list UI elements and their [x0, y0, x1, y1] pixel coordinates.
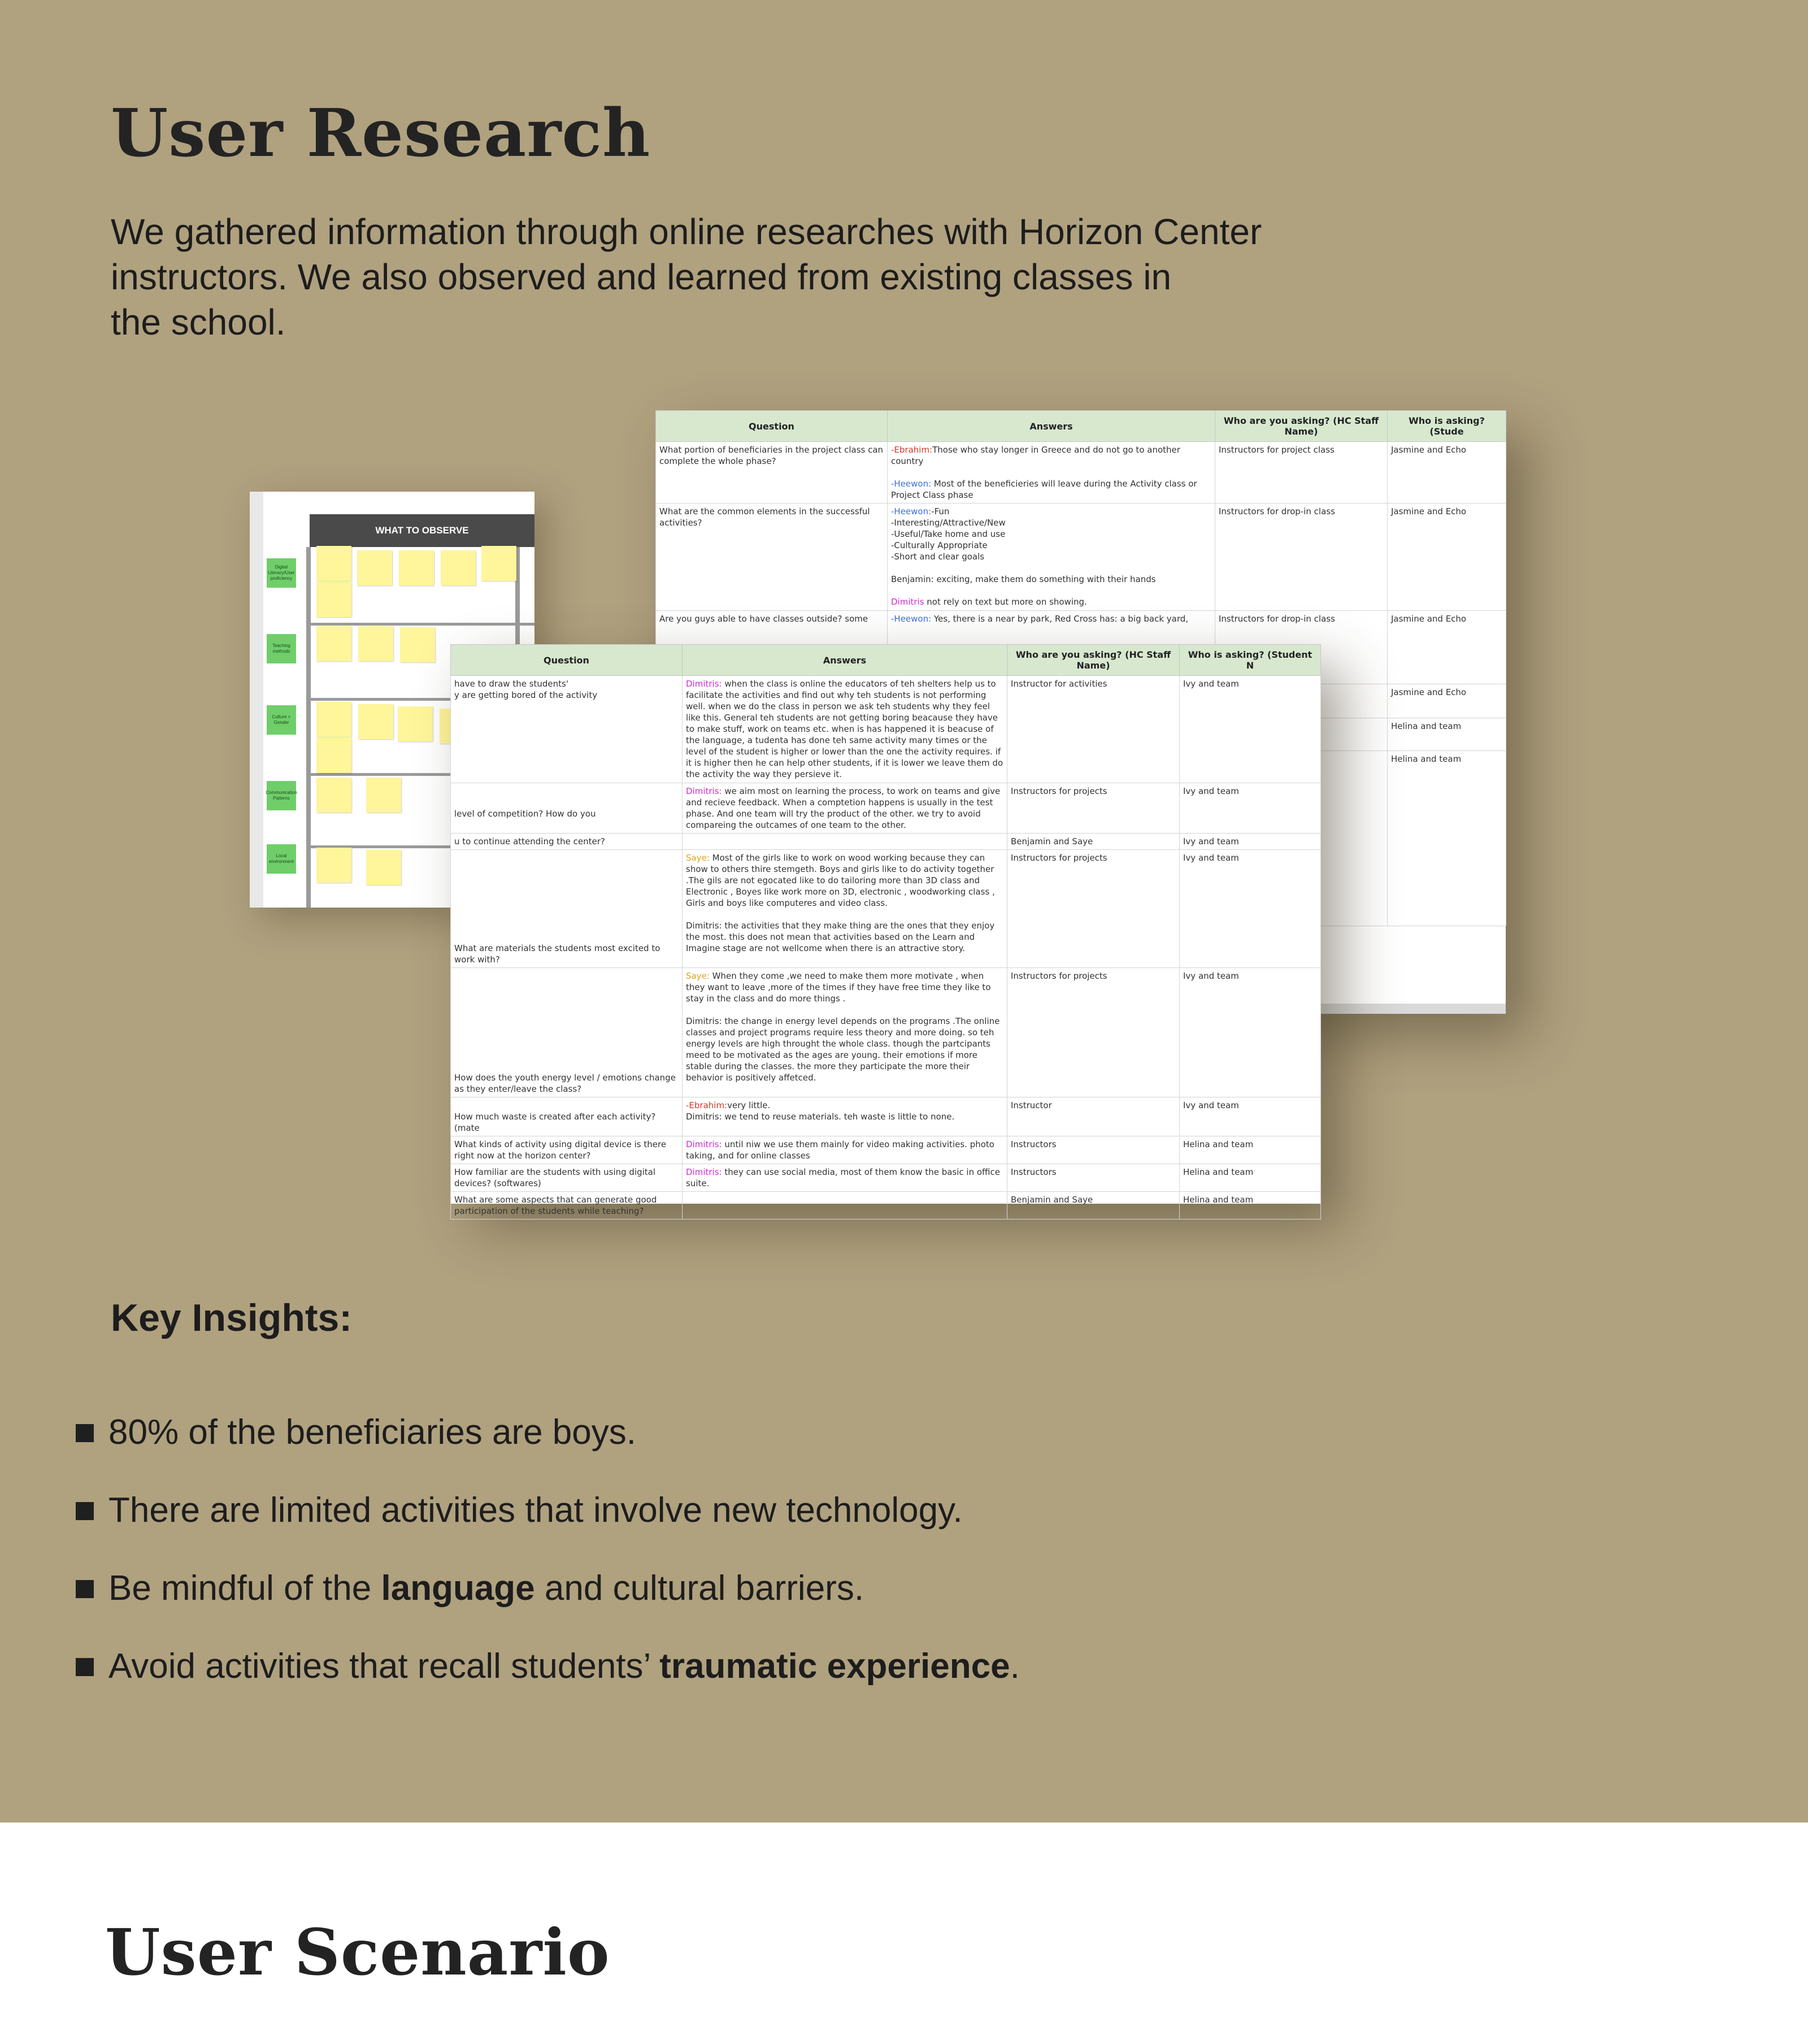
question-cell: What are the common elements in the successful activities? [656, 504, 888, 611]
sticky-note [357, 550, 392, 585]
asker-cell: Ivy and team [1180, 1097, 1321, 1136]
answer-text: Yes, there is a near by park, Red Cross has: a big back yard, [931, 614, 1189, 624]
respondent-name: Dimitris [891, 597, 924, 607]
asker-cell: Jasmine and Echo [1388, 504, 1506, 611]
intro-line: the school. [111, 302, 286, 342]
answer-text: when the class is online the educators of teh shelters help us to facilitate the activities and find out why teh students is not performing well. when we do the class in person we ask teh students why they feel like this. General teh students are not getting boring beacause they have to make stuff, work on teams etc. when is has happened it is beacuse of the language, a tudenta has done teh same activity many times or the level of the student is higher or lower than the one the activity requires. if it is higher then he can help other students, if it is lower we leave them do the activity the way they persieve it. [686, 679, 1003, 779]
staff-cell: Instructors [1007, 1136, 1180, 1164]
square-bullet-icon [76, 1580, 94, 1598]
sticky-note [316, 546, 351, 581]
answer-cell [683, 1097, 1007, 1136]
staff-cell: Instructor [1007, 1097, 1180, 1136]
board-divider [308, 623, 534, 626]
table-row [451, 1136, 1321, 1164]
question-cell: level of competition? How do you [451, 783, 683, 834]
square-bullet-icon [76, 1424, 94, 1442]
category-note: Communication Patterns [267, 781, 296, 810]
asker-cell: Helina and team [1388, 751, 1506, 926]
intro-paragraph [111, 209, 1297, 345]
asker-cell: Jasmine and Echo [1388, 684, 1506, 718]
square-bullet-icon [76, 1502, 94, 1520]
key-insights-title: Key Insights: [111, 1296, 352, 1339]
insight-text: Avoid activities that recall students’ traumatic experience. [108, 1647, 1020, 1686]
asker-cell: Helina and team [1388, 718, 1506, 751]
question-cell: How familiar are the students with using digital devices? (softwares) [451, 1164, 683, 1192]
asker-cell: Helina and team [1180, 1136, 1321, 1164]
insight-text: 80% of the beneficiaries are boys. [108, 1413, 636, 1452]
section-title: User Scenario [105, 1916, 610, 1990]
table-row [656, 504, 1506, 611]
staff-cell: Instructors for project class [1215, 442, 1388, 504]
board-edge [250, 492, 263, 908]
asker-cell: Ivy and team [1180, 850, 1321, 968]
staff-cell: Instructors for projects [1007, 850, 1180, 968]
respondent-name: Dimitris: [686, 1139, 722, 1149]
question-cell: What portion of beneficiaries in the project class can complete the whole phase? [656, 442, 888, 504]
intro-line: instructors. We also observed and learned from existing classes in [111, 257, 1172, 297]
sticky-note [366, 778, 401, 813]
answer-cell [683, 783, 1007, 834]
column-header: Who are you asking? (HC Staff Name) [1007, 645, 1180, 676]
question-cell: Are you guys able to have classes outside? some [656, 611, 888, 684]
answer-text: they can use social media, most of them know the basic in office suite. [686, 1167, 1001, 1188]
answer-cell [683, 1136, 1007, 1164]
column-header: Who are you asking? (HC Staff Name) [1215, 411, 1388, 442]
staff-cell: Instructor for activities [1007, 676, 1180, 783]
sticky-note [441, 550, 476, 585]
column-header: Question [451, 645, 683, 676]
asker-cell: Ivy and team [1180, 676, 1321, 783]
table-row [451, 1164, 1321, 1192]
asker-cell: Ivy and team [1180, 968, 1321, 1097]
sticky-note [366, 850, 401, 885]
sticky-note [316, 582, 351, 617]
question-cell: How much waste is created after each activity? (mate [451, 1097, 683, 1136]
board-divider [306, 547, 311, 908]
question-cell: have to draw the students' y are getting bored of the activity [451, 676, 683, 783]
sticky-note [316, 626, 351, 661]
asker-cell: Ivy and team [1180, 783, 1321, 834]
answer-cell [888, 504, 1215, 611]
answer-cell [683, 676, 1007, 783]
table-row [656, 442, 1506, 504]
sticky-note [398, 706, 433, 741]
table-row [451, 1097, 1321, 1136]
table-row [451, 1192, 1321, 1220]
page-title: User Research [111, 95, 651, 172]
answer-text: very little. Dimitris: we tend to reuse materials. teh waste is little to none. [686, 1100, 955, 1122]
sticky-note [316, 738, 351, 773]
answer-cell [888, 442, 1215, 504]
respondent-name: Saye: [686, 853, 710, 863]
answer-cell [683, 1192, 1007, 1220]
staff-cell: Instructors for projects [1007, 783, 1180, 834]
sticky-note [400, 627, 435, 662]
category-note: Culture + Gender [267, 705, 296, 735]
board-title: WHAT TO OBSERVE [310, 514, 534, 547]
respondent-name: Saye: [686, 971, 710, 981]
respondent-name: Dimitris: [686, 1167, 722, 1177]
category-note: Digital Literacy/User proficiency [267, 558, 296, 588]
answer-text: Those who stay longer in Greece and do not go to another country [891, 445, 1180, 466]
table-row [451, 676, 1321, 783]
question-cell: What kinds of activity using digital device is there right now at the horizon center? [451, 1136, 683, 1164]
question-cell: How does the youth energy level / emotions change as they enter/leave the class? [451, 968, 683, 1097]
column-header: Answers [888, 411, 1215, 442]
table-row [451, 783, 1321, 834]
asker-cell: Helina and team [1180, 1192, 1321, 1220]
insight-text: Be mindful of the language and cultural barriers. [108, 1569, 864, 1608]
answer-text: not rely on text but more on showing. [924, 597, 1087, 607]
answer-cell [683, 834, 1007, 850]
staff-cell: Instructors for projects [1007, 968, 1180, 1097]
answer-text: until niw we use them mainly for video making activities. photo taking, and for online classes [686, 1139, 994, 1161]
insight-text: There are limited activities that involve new technology. [108, 1491, 963, 1530]
intro-line: We gathered information through online researches with Horizon Center [111, 211, 1262, 252]
asker-cell: Jasmine and Echo [1388, 442, 1506, 504]
asker-cell: Jasmine and Echo [1388, 611, 1506, 684]
question-cell: u to continue attending the center? [451, 834, 683, 850]
respondent-name: -Heewon: [891, 479, 932, 489]
column-header: Who is asking? (Stude [1388, 411, 1506, 442]
column-header: Question [656, 411, 888, 442]
table-row [451, 850, 1321, 968]
answer-cell [683, 1164, 1007, 1192]
staff-cell: Instructors for drop-in class [1215, 611, 1388, 684]
respondent-name: -Ebrahim: [686, 1100, 728, 1110]
answer-cell [683, 850, 1007, 968]
asker-cell: Helina and team [1180, 1164, 1321, 1192]
interview-spreadsheet-front [450, 644, 1320, 1216]
column-header: Who is asking? (Student N [1180, 645, 1321, 676]
sticky-note [316, 702, 351, 737]
sticky-note [358, 704, 393, 739]
category-note: Teaching methods [267, 634, 296, 663]
answer-cell [683, 968, 1007, 1097]
sticky-note [481, 546, 516, 581]
staff-cell: Instructors [1007, 1164, 1180, 1192]
column-header: Answers [683, 645, 1007, 676]
respondent-name: Dimitris: [686, 679, 722, 689]
question-cell: What are some aspects that can generate good participation of the students while teaching? [451, 1192, 683, 1220]
table-row [451, 968, 1321, 1097]
answer-text: Most of the girls like to work on wood working because they can show to others thire stemgeth. Boys and girls like to do activity together .The gils are not egocated like to do tailoring more than 3D class and Electronic , Boyes like work more on 3D, electronic , woodworking class , Girls and boys like computeres and video class. Dimitris: the activities that they make thing are the ones that they enjoy the most. this does not mean that activities based on the Learn and Imagine stage are not wellcome when there is an attractive story. [686, 853, 995, 953]
answer-text: we aim most on learning the process, to work on teams and give and recieve feedback. When a comptetion happens is usually in the test phase. And one team will try the product of the other. we try to avoid compareing the outcames of one team to the other. [686, 786, 1001, 830]
question-cell: What are materials the students most excited to work with? [451, 850, 683, 968]
square-bullet-icon [76, 1658, 94, 1676]
table-row [451, 834, 1321, 850]
staff-cell: Instructors for drop-in class [1215, 504, 1388, 611]
answer-text: -Fun -Interesting/Attractive/New -Useful/Take home and use -Culturally Appropriate -Short and clear goals Benjamin: exciting, make them do something with their hands [891, 506, 1156, 584]
respondent-name: -Heewon: [891, 506, 932, 517]
asker-cell: Ivy and team [1180, 834, 1321, 850]
respondent-name: Dimitris: [686, 786, 722, 796]
sticky-note [399, 550, 434, 585]
sticky-note [316, 778, 351, 813]
respondent-name: -Heewon: [891, 614, 932, 624]
spreadsheet-table [450, 644, 1321, 1220]
answer-text: Most of the beneficieries will leave during the Activity class or Project Class phase [891, 479, 1197, 500]
staff-cell: Benjamin and Saye [1007, 834, 1180, 850]
sticky-note [358, 626, 393, 661]
staff-cell: Benjamin and Saye [1007, 1192, 1180, 1220]
answer-text: When they come ,we need to make them more motivate , when they want to leave ,more of the times if they have free time they like to stay in the class and do more things . Dimitris: the change in energy level depends on the programs .The online classes and project programs require less theory and more doing. so teh energy levels are high throught the whole class. though the partcipants meed to be motivated as the ages are young. their emotions if more stable during the classes. the more they participate the more their behavior is positively affetced. [686, 971, 1000, 1083]
category-note: Local environment [267, 844, 296, 874]
sticky-note [316, 848, 351, 883]
respondent-name: -Ebrahim: [891, 445, 933, 455]
